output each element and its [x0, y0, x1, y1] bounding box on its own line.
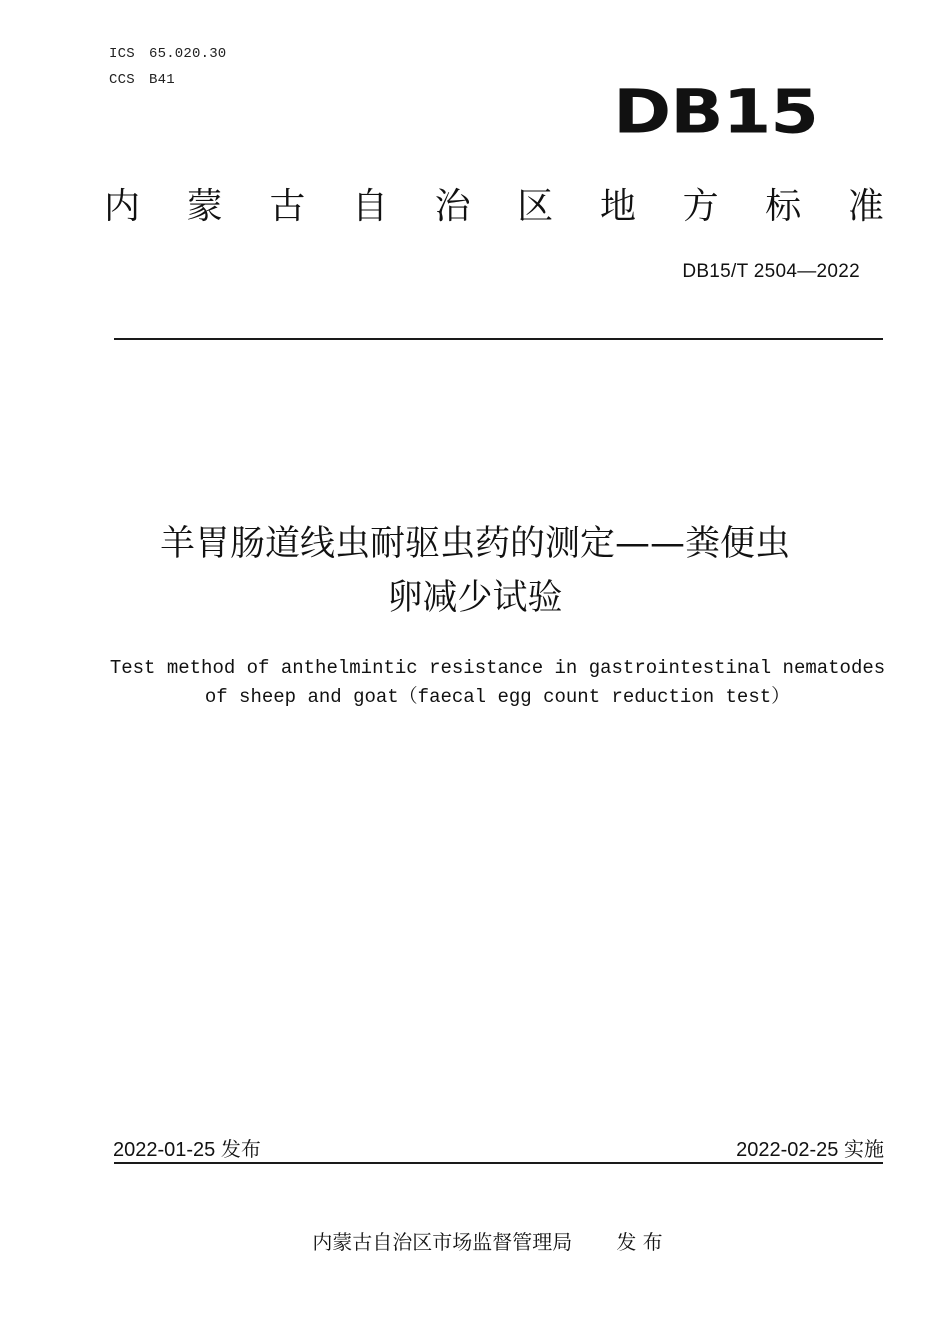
issuer-title-char: 治 — [434, 186, 471, 227]
issuer-title-char: 地 — [599, 186, 636, 227]
title-zh-line1: 羊胃肠道线虫耐驱虫药的测定——粪便虫 — [159, 524, 790, 564]
issuer-title-char: 准 — [847, 186, 884, 227]
publish-date: 2022-01-25 发布 — [113, 1139, 261, 1161]
implement-date: 2022-02-25 实施 — [736, 1139, 884, 1161]
ccs-label: CCS — [109, 72, 135, 88]
ccs-classification — [109, 72, 175, 88]
publisher-action: 发 布 — [616, 1230, 663, 1254]
publisher-name: 内蒙古自治区市场监督管理局 — [312, 1230, 573, 1254]
title-en-line1: Test method of anthelmintic resistance in gastrointestinal nematodes — [109, 657, 886, 679]
issuer-title-char: 方 — [682, 186, 719, 227]
issuer-title-char: 蒙 — [186, 186, 223, 227]
ics-code: 65.020.30 — [149, 46, 227, 62]
issuer-title-char: 内 — [104, 186, 141, 227]
ccs-code: B41 — [149, 72, 175, 88]
issuer-title-char: 标 — [765, 186, 802, 227]
ics-classification — [109, 46, 226, 62]
issuer-title — [104, 182, 884, 232]
issuer-title-char: 自 — [351, 186, 388, 227]
db15-logo: DB15 — [613, 76, 818, 148]
issuer-title-char: 区 — [517, 186, 554, 227]
ics-label: ICS — [109, 46, 135, 62]
footer-divider — [114, 1162, 883, 1164]
title-en-line2: of sheep and goat（faecal egg count reduction test） — [204, 686, 791, 708]
standard-number: DB15/T 2504—2022 — [682, 261, 860, 282]
issuer-title-char: 古 — [269, 186, 306, 227]
title-zh-line2: 卵减少试验 — [387, 578, 563, 618]
header-divider — [114, 338, 883, 340]
publisher-line — [0, 1226, 950, 1255]
